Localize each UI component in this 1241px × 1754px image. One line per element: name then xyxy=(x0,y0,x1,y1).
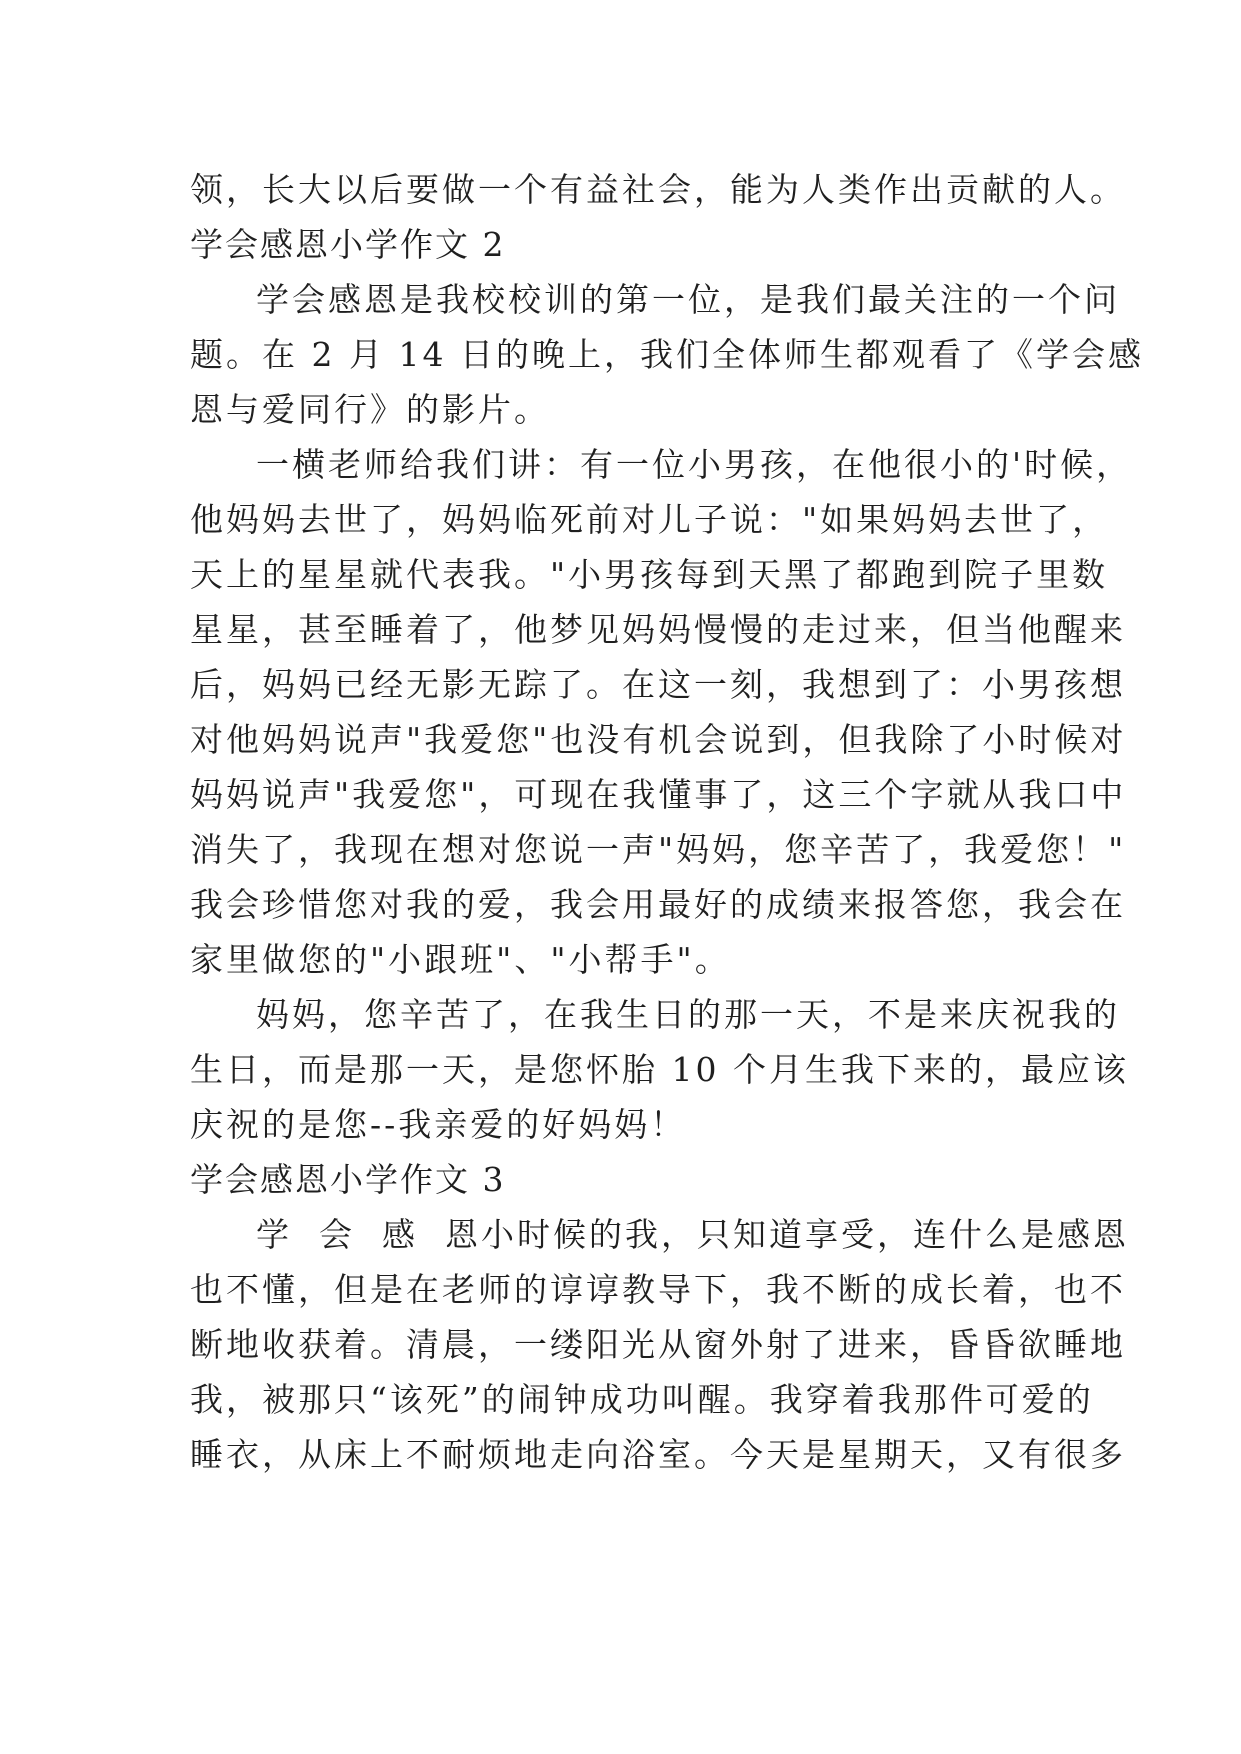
text-line: 题。在 2 月 14 日的晚上，我们全体师生都观看了《学会感 xyxy=(190,335,1144,374)
text-line: 领，长大以后要做一个有益社会，能为人类作出贡献的人。 xyxy=(190,170,1126,209)
text-line: 星星，甚至睡着了，他梦见妈妈慢慢的走过来，但当他醒来 xyxy=(190,610,1126,649)
section-heading: 学会感恩小学作文 3 xyxy=(190,1160,506,1199)
paragraph-line: 学 会 感 恩小时候的我，只知道享受，连什么是感恩 xyxy=(256,1215,1129,1254)
text-line: 家里做您的"小跟班"、"小帮手"。 xyxy=(190,940,731,979)
text-line: 生日，而是那一天，是您怀胎 10 个月生我下来的，最应该 xyxy=(190,1050,1129,1089)
text-line: 庆祝的是您--我亲爱的好妈妈！ xyxy=(190,1105,687,1144)
text-line: 我会珍惜您对我的爱，我会用最好的成绩来报答您，我会在 xyxy=(190,885,1126,924)
text-line: 断地收获着。清晨，一缕阳光从窗外射了进来，昏昏欲睡地 xyxy=(190,1325,1126,1364)
text-line: 他妈妈去世了，妈妈临死前对儿子说："如果妈妈去世了， xyxy=(190,500,1109,539)
text-line: 也不懂，但是在老师的谆谆教导下，我不断的成长着，也不 xyxy=(190,1270,1126,1309)
paragraph-line: 一横老师给我们讲：有一位小男孩，在他很小的'时候， xyxy=(256,445,1133,484)
text-line: 消失了，我现在想对您说一声"妈妈，您辛苦了，我爱您！" xyxy=(190,830,1127,869)
text-line: 妈妈说声"我爱您"，可现在我懂事了，这三个字就从我口中 xyxy=(190,775,1127,814)
text-line: 后，妈妈已经无影无踪了。在这一刻，我想到了：小男孩想 xyxy=(190,665,1126,704)
text-line: 天上的星星就代表我。"小男孩每到天黑了都跑到院子里数 xyxy=(190,555,1109,594)
paragraph-line: 学会感恩是我校校训的第一位，是我们最关注的一个问 xyxy=(256,280,1120,319)
text-line: 睡衣，从床上不耐烦地走向浴室。今天是星期天，又有很多 xyxy=(190,1435,1126,1474)
text-line: 对他妈妈说声"我爱您"也没有机会说到，但我除了小时候对 xyxy=(190,720,1127,759)
text-line: 我，被那只“该死”的闹钟成功叫醒。我穿着我那件可爱的 xyxy=(190,1380,1094,1419)
paragraph-line: 妈妈，您辛苦了，在我生日的那一天，不是来庆祝我的 xyxy=(256,995,1120,1034)
section-heading: 学会感恩小学作文 2 xyxy=(190,225,506,264)
text-line: 恩与爱同行》的影片。 xyxy=(190,390,550,429)
